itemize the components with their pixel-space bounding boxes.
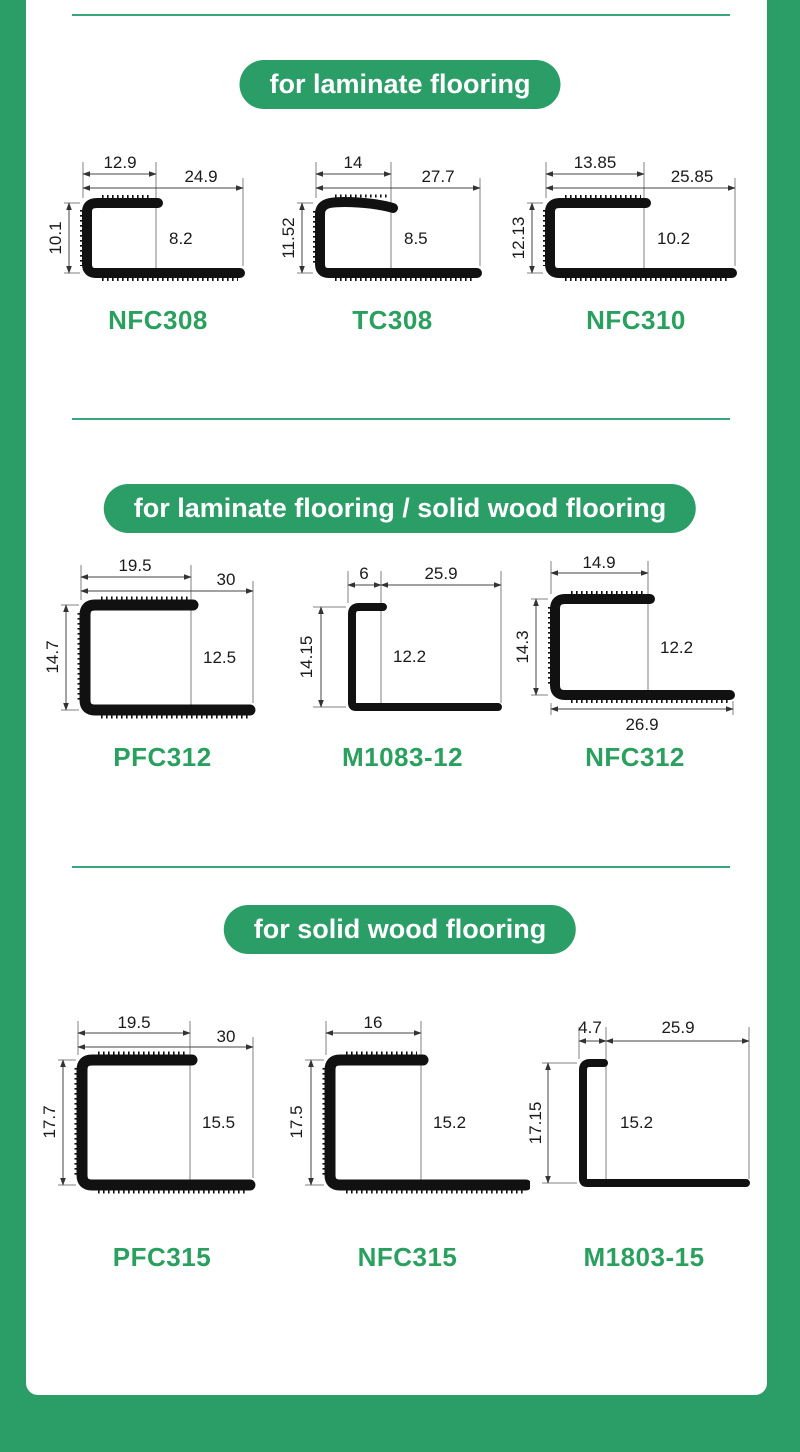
profile-card-m1803-15	[528, 1015, 760, 1215]
profile-name: TC308	[352, 305, 433, 335]
profile-drawing	[48, 148, 268, 298]
dim-inner-label: 12.2	[660, 638, 694, 657]
dim-overall-label: 25.9	[424, 564, 458, 583]
dim-inner-label: 12.2	[393, 647, 427, 666]
dim-bottom-label: 26.9	[625, 715, 659, 734]
profile-shape	[583, 1063, 746, 1183]
profile-name: M1083-12	[341, 742, 464, 772]
profile-card-tc308	[280, 148, 505, 298]
profile-name: M1803-15	[583, 1242, 705, 1272]
profile-name: NFC310	[586, 305, 686, 335]
profile-card-pfc312	[45, 555, 280, 735]
profile-card-nfc315	[285, 1015, 530, 1215]
profile-name: NFC308	[108, 305, 208, 335]
dim-left-label: 14.3	[513, 630, 532, 664]
profile-name: NFC312	[585, 742, 685, 772]
dim-left-label: 14.7	[43, 640, 62, 674]
profile-shape	[320, 202, 477, 273]
dim-overall-label: 30	[216, 1027, 236, 1046]
dim-top-label: 13.85	[573, 153, 617, 172]
profile-card-m1083-12	[295, 555, 510, 735]
dim-inner-label: 15.5	[202, 1113, 236, 1132]
dim-left-label: 17.7	[40, 1105, 59, 1139]
profile-card-nfc312	[515, 555, 755, 750]
section-badge: for solid wood flooring	[224, 905, 576, 954]
dim-inner-label: 15.2	[433, 1113, 467, 1132]
profile-drawing	[42, 1015, 282, 1215]
profile-card-pfc315	[42, 1015, 282, 1215]
dim-overall-label: 30	[216, 570, 236, 589]
dim-inner-label: 10.2	[657, 229, 691, 248]
section-divider	[72, 866, 730, 868]
dim-left-label: 17.5	[287, 1105, 306, 1139]
dim-overall-label: 24.9	[184, 167, 218, 186]
dim-top-label: 14	[343, 153, 363, 172]
dim-top-label: 14.9	[582, 553, 616, 572]
profile-shape	[555, 599, 730, 695]
profile-shape	[330, 1060, 526, 1185]
section-divider	[72, 418, 730, 420]
profile-card-nfc308	[48, 148, 268, 298]
profile-drawing	[295, 555, 510, 735]
dim-left-label: 12.13	[509, 216, 528, 260]
dim-overall-label: 27.7	[421, 167, 455, 186]
dim-inner-label: 15.2	[620, 1113, 654, 1132]
dim-top-label: 19.5	[118, 556, 152, 575]
profile-card-nfc310	[509, 148, 760, 298]
profile-name: PFC315	[112, 1242, 212, 1272]
dim-top-label: 12.9	[103, 153, 137, 172]
profile-shape	[87, 203, 240, 273]
dim-inner-label: 8.5	[404, 229, 428, 248]
dim-inner-label: 12.5	[203, 648, 237, 667]
dim-inner-label: 8.2	[169, 229, 193, 248]
dim-overall-label: 25.9	[661, 1018, 695, 1037]
section-badge: for laminate flooring / solid wood flooring	[104, 484, 696, 533]
dim-overall-label: 25.85	[670, 167, 714, 186]
dim-top-label: 19.5	[117, 1013, 151, 1032]
dim-top-label: 4.7	[578, 1018, 602, 1037]
profile-drawing	[280, 148, 505, 298]
profile-drawing	[285, 1015, 530, 1215]
profile-shape	[550, 203, 732, 273]
dim-left-label: 10.1	[46, 221, 65, 255]
profile-name: NFC315	[357, 1242, 458, 1272]
profile-drawing	[512, 148, 760, 298]
dim-left-label: 17.15	[526, 1101, 545, 1145]
dim-top-label: 6	[359, 564, 369, 583]
dim-left-label: 14.15	[297, 635, 316, 679]
dim-left-label: 11.52	[279, 217, 298, 259]
section-badge: for laminate flooring	[239, 60, 560, 109]
profile-name: PFC312	[113, 742, 212, 772]
section-divider	[72, 14, 730, 16]
profile-drawing	[45, 555, 280, 735]
dim-top-label: 16	[363, 1013, 383, 1032]
